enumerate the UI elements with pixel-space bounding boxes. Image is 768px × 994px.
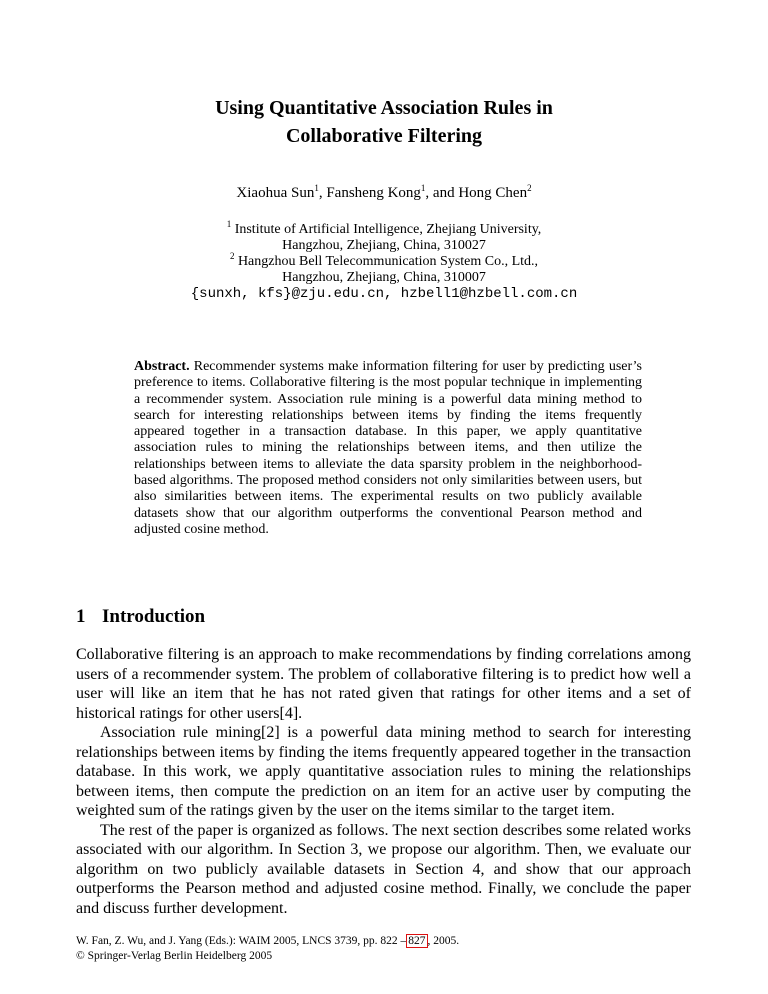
section-heading [76, 605, 205, 629]
paragraph-3: The rest of the paper is organized as follows. The next section describes some related works associated with our algorithm. In Section 3, we propose our algorithm. Then, we evaluate our algorithm on two publicly available datasets in Section 4, and show that our approach outperforms the Pearson method and adjusted cosine method. Finally, we conclude the paper and discuss further development. [76, 821, 691, 917]
author-1-name: Xiaohua Sun [236, 185, 315, 201]
affiliation-2-mark: 2 [229, 251, 235, 261]
citation-line [76, 934, 459, 949]
end-page-link[interactable]: 827 [408, 935, 426, 947]
affiliation-1-mark: 1 [226, 219, 232, 229]
title-line-2: Collaborative Filtering [285, 125, 483, 147]
author-3-name: , and Hong Chen [425, 185, 528, 201]
paragraph-1: Collaborative filtering is an approach to make recommendations by finding correlations among users of a recommender system. The problem of collaborative filtering is to predict how well a user will like an item that he has not rated given that ratings for other items and a set of historical ratings for other users[4]. [76, 646, 691, 722]
affiliation-2-name: Hangzhou Bell Telecommunication System Co., Ltd., [234, 254, 539, 269]
copyright-line: © Springer-Verlag Berlin Heidelberg 2005 [76, 950, 273, 962]
author-list [0, 183, 768, 203]
affiliation-2-line-2: Hangzhou, Zhejiang, China, 310007 [282, 270, 486, 285]
author-1-affil-mark: 1 [314, 183, 319, 193]
section-number: 1 [76, 606, 86, 627]
citation-text: W. Fan, Z. Wu, and J. Yang (Eds.): WAIM 2005, LNCS 3739, pp. 822 – [76, 935, 407, 947]
affiliation-1-name: Institute of Artificial Intelligence, Zhejiang University, [231, 222, 542, 237]
abstract-label: Abstract. [134, 359, 190, 374]
paper-title [0, 94, 768, 150]
abstract [134, 359, 642, 538]
author-2-affil-mark: 1 [420, 183, 426, 193]
citation-year: , 2005. [427, 935, 460, 947]
abstract-text: Recommender systems make information filtering for user by predicting user’s preference to items. Collaborative filtering is the most popular technique in implementing a recommender system. Association rule mining is a powerful data mining method to search for interesting relationships between items by finding the items frequently appeared together in a transaction database. In this paper, we apply quantitative association rules to mining the relationships between items, and then utilize the relationships between items to alleviate the data sparsity problem in the neighborhood-based algorithms. The proposed method considers not only similarities between users, but also similarities between items. The experimental results on two publicly available datasets show that our algorithm outperforms the conventional Pearson method and adjusted cosine method. [134, 359, 642, 537]
page-footer [76, 934, 459, 964]
author-emails: {sunxh, kfs}@zju.edu.cn, hzbell1@hzbell.com.cn [190, 286, 578, 302]
title-line-1: Using Quantitative Association Rules in [215, 97, 553, 119]
paragraph-2: Association rule mining[2] is a powerful data mining method to search for interesting relationships between items by finding the items frequently appeared together in the transaction database. In this work, we apply quantitative association rules to mining the relationships between items, then compute the prediction on an item for an active user by computing the weighted sum of the ratings given by the user on the items similar to the target item. [76, 724, 691, 819]
author-2-name: , Fansheng Kong [318, 185, 421, 201]
section-body [76, 645, 691, 918]
section-title: Introduction [102, 606, 206, 627]
affiliations [0, 219, 768, 302]
affiliation-1-line-2: Hangzhou, Zhejiang, China, 310027 [282, 238, 486, 253]
author-3-affil-mark: 2 [527, 183, 532, 193]
affiliation-2-line-1 [0, 251, 768, 270]
affiliation-1-line-1 [0, 219, 768, 238]
